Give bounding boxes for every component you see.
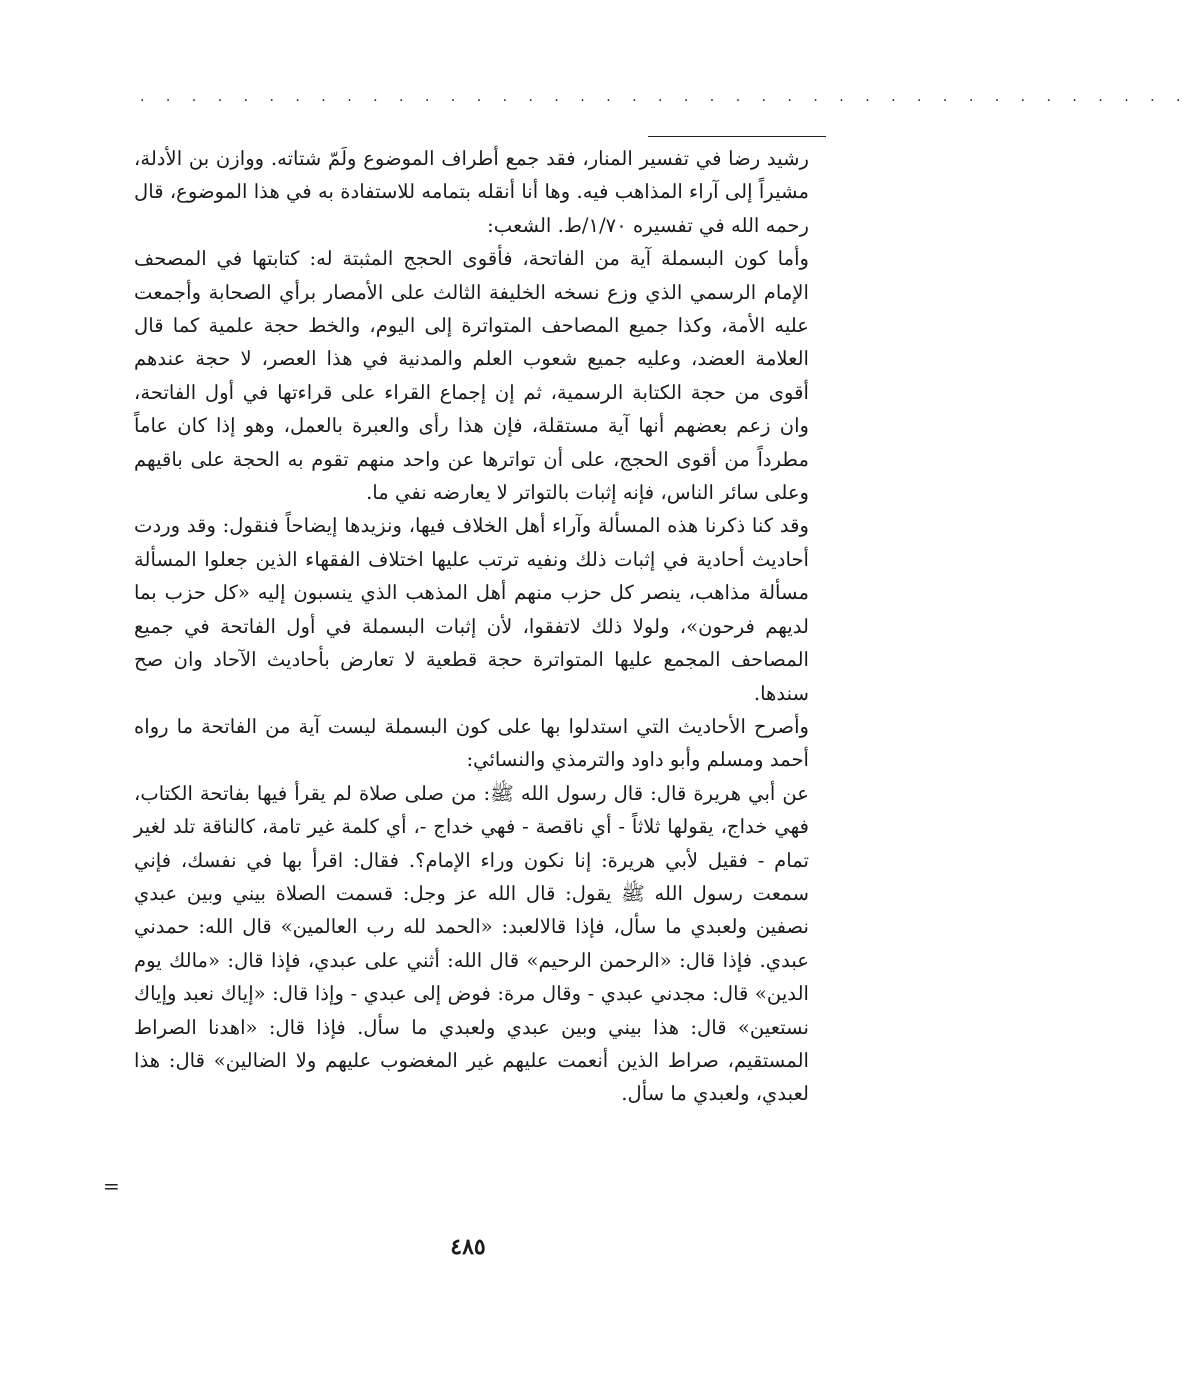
margin-mark: = <box>103 1174 120 1198</box>
page-body-text <box>134 142 809 1111</box>
paragraph-abu-hurayra-hadith: عن أبي هريرة قال: قال رسول الله ﷺ: من صلى صلاة لم يقرأ فيها بفاتحة الكتاب، فهي خداج، يقولها ثلاثاً - أي ناقصة - فهي خداج -، أي كلمة غير تامة، كالناقة تلد لغير تمام - فقيل لأبي هريرة: إنا نكون وراء الإمام؟. فقال: اقرأ بها في نفسك، فإني سمعت رسول الله ﷺ يقول: قال الله عز وجل: قسمت الصلاة بيني وبين عبدي نصفين ولعبدي ما سأل، فإذا قالالعبد: «الحمد لله رب العالمين» قال الله: حمدني عبدي. فإذا قال: «الرحمن الرحيم» قال الله: أثني على عبدي، فإذا قال: «مالك يوم الدين» قال: مجدني عبدي - وقال مرة: فوض إلى عبدي - وإذا قال: «إياك نعبد وإياك نستعين» قال: هذا بيني وبين عبدي ولعبدي ما سأل. فإذا قال: «اهدنا الصراط المستقيم، صراط الذين أنعمت عليهم غير المغضوب عليهم ولا الضالين» قال: هذا لعبدي، ولعبدي ما سأل. <box>134 781 809 1106</box>
page-number: ٤٨٥ <box>450 1234 486 1260</box>
paragraph-intro: رشيد رضا في تفسير المنار، فقد جمع أطراف الموضوع ولَمّ شتاته. ووازن بن الأدلة، مشيراً إلى آراء المذاهب فيه. وها أنا أنقله بتمامه للاستفادة به في هذا الموضوع، قال رحمه الله في تفسيره ١/٧٠/ط. الشعب: <box>134 147 809 237</box>
top-dotted-rule: . . . . . . . . . . . . . . . . . . . . . . . . . . . . . . . . . . . . . . . . . <box>140 89 1189 105</box>
footnote-separator-line <box>648 136 826 137</box>
paragraph-clearest-hadiths: وأصرح الأحاديث التي استدلوا بها على كون البسملة ليست آية من الفاتحة ما رواه أحمد ومسلم وأبو داود والترمذي والنسائي: <box>134 714 809 772</box>
paragraph-basmala-evidence: وأما كون البسملة آية من الفاتحة، فأقوى الحجج المثبتة له: كتابتها في المصحف الإمام الرسمي الذي وزع نسخه الخليفة الثالث على الأمصار برأي الصحابة وأجمعت عليه الأمة، وكذا جميع المصاحف المتواترة إلى اليوم، والخط حجة علمية كما قال العلامة العضد، وعليه جميع شعوب العلم والمدنية في هذا العصر، لا حجة عندهم أقوى من حجة الكتابة الرسمية، ثم إن إجماع القراء على قراءتها في أول الفاتحة، وان زعم بعضهم أنها آية مستقلة، فإن هذا رأى والعبرة بالعمل، وهو إذا كان عاماً مطرداً من أقوى الحجج، على أن تواترها عن واحد منهم تقوم به الحجة على باقيهم وعلى سائر الناس، فإنه إثبات بالتواتر لا يعارضه نفي ما. <box>134 247 810 505</box>
paragraph-hadith-differences: وقد كنا ذكرنا هذه المسألة وآراء أهل الخلاف فيها، ونزيدها إيضاحاً فنقول: وقد وردت أحاديث أحادية في إثبات ذلك ونفيه ترتب عليها اختلاف الفقهاء الذين جعلوا المسألة مسألة مذاهب، ينصر كل حزب منهم أهل المذهب الذي ينسبون إليه «كل حزب بما لديهم فرحون»، ولولا ذلك لاتفقوا، لأن إثبات البسملة في أول الفاتحة في جميع المصاحف المجمع عليها المتواترة حجة قطعية لا تعارض بأحاديث الآحاد وان صح سندها. <box>134 514 809 705</box>
